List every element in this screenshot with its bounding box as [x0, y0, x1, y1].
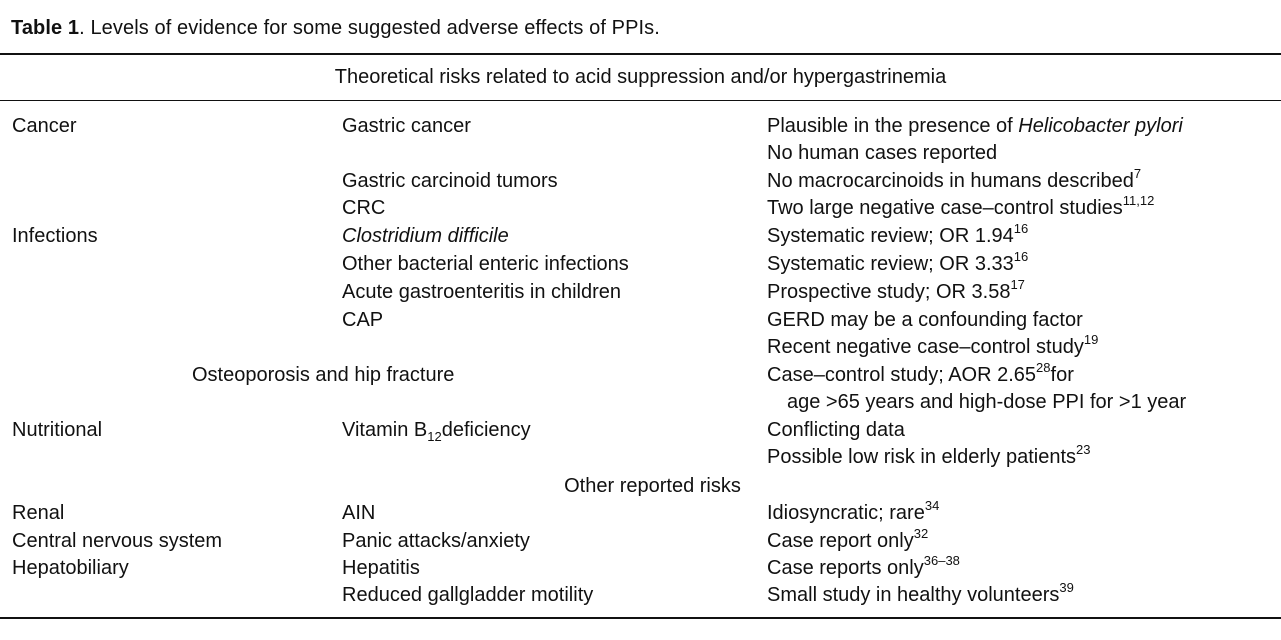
- effect-b12-deficiency: [342, 419, 531, 442]
- effect-subscript: 12: [427, 429, 442, 444]
- effect-gastroenteritis: Acute gastroenteritis in children: [342, 281, 622, 303]
- evidence-cap-negative-study: [767, 332, 1099, 359]
- evidence-ref: 7: [1133, 166, 1142, 182]
- evidence-ref: 19: [1083, 332, 1099, 348]
- category-infections: Infections: [12, 225, 98, 247]
- evidence-b12: Conflicting data: [767, 419, 905, 441]
- evidence-text: No macrocarcinoids in humans described: [767, 170, 1134, 192]
- effect-hepatitis: Hepatitis: [342, 557, 420, 579]
- effect-text-suffix: deficiency: [441, 419, 531, 441]
- effect-gastric-cancer: Gastric cancer: [342, 115, 471, 137]
- evidence-cap: GERD may be a confounding factor: [767, 309, 1083, 331]
- evidence-text: Case report only: [767, 530, 914, 552]
- evidence-gallbladder: [767, 580, 1074, 607]
- evidence-ref: 34: [924, 498, 940, 514]
- evidence-ref: 39: [1059, 580, 1074, 596]
- effect-gastric-carcinoid: Gastric carcinoid tumors: [342, 170, 558, 192]
- evidence-gastric-cancer: [767, 115, 1183, 138]
- evidence-hepatitis: [767, 553, 960, 580]
- effect-bacterial-enteric: Other bacterial enteric infections: [342, 253, 629, 275]
- evidence-ref: 17: [1010, 277, 1025, 293]
- evidence-text: Two large negative case–control studies: [767, 197, 1123, 219]
- effect-c-difficile: Clostridium difficile: [342, 225, 509, 247]
- effect-panic: Panic attacks/anxiety: [342, 530, 530, 552]
- evidence-text: Recent negative case–control study: [767, 336, 1084, 358]
- evidence-osteoporosis: [767, 360, 1074, 387]
- evidence-bacterial-enteric: [767, 249, 1029, 276]
- effect-cap: CAP: [342, 309, 384, 331]
- evidence-text: Possible low risk in elderly patients: [767, 446, 1077, 468]
- section-heading-theoretical: Theoretical risks related to acid suppression and/or hypergastrinemia: [334, 66, 947, 88]
- evidence-b12-elderly: [767, 442, 1091, 469]
- evidence-no-human-cases: No human cases reported: [767, 142, 998, 164]
- caption-text: . Levels of evidence for some suggested adverse effects of PPIs.: [79, 17, 660, 39]
- evidence-organism: Helicobacter pylori: [1018, 115, 1183, 137]
- effect-text: Vitamin B: [342, 419, 428, 441]
- effect-gallbladder: Reduced gallgladder motility: [342, 584, 594, 606]
- evidence-carcinoid: [767, 166, 1142, 193]
- evidence-text: Prospective study; OR 3.58: [767, 281, 1011, 303]
- bottom-rule: [0, 617, 1281, 619]
- top-rule: [0, 53, 1281, 55]
- evidence-text: Plausible in the presence of: [767, 115, 1019, 137]
- evidence-osteoporosis-cont: age >65 years and high-dose PPI for >1 year: [787, 391, 1187, 413]
- effect-crc: CRC: [342, 197, 386, 219]
- category-renal: Renal: [12, 502, 65, 524]
- evidence-text: Case reports only: [767, 557, 924, 579]
- category-hepatobiliary: Hepatobiliary: [12, 557, 129, 579]
- header-rule: [0, 100, 1281, 101]
- category-nutritional: Nutritional: [12, 419, 103, 441]
- evidence-gastroenteritis: [767, 277, 1025, 304]
- evidence-text: Small study in healthy volunteers: [767, 584, 1060, 606]
- evidence-ref: 16: [1013, 221, 1029, 237]
- section-heading-other: Other reported risks: [564, 475, 741, 497]
- effect-osteoporosis: Osteoporosis and hip fracture: [192, 364, 455, 386]
- evidence-text: Systematic review; OR 1.94: [767, 225, 1014, 247]
- evidence-panic: [767, 526, 929, 553]
- evidence-ref: 28: [1036, 360, 1051, 376]
- evidence-text-suffix: for: [1050, 364, 1074, 386]
- evidence-ref: 23: [1076, 442, 1091, 458]
- evidence-ref: 11,12: [1122, 193, 1155, 209]
- evidence-c-difficile: [767, 221, 1029, 248]
- table-caption: [11, 17, 660, 40]
- evidence-text: Idiosyncratic; rare: [767, 502, 925, 524]
- category-cns: Central nervous system: [12, 530, 223, 552]
- evidence-crc: [767, 193, 1155, 220]
- evidence-ref: 32: [913, 526, 929, 542]
- evidence-text: Case–control study; AOR 2.65: [767, 364, 1037, 386]
- effect-ain: AIN: [342, 502, 376, 524]
- caption-label: Table 1: [11, 17, 80, 39]
- evidence-ref: 36–38: [923, 553, 960, 569]
- evidence-ref: 16: [1013, 249, 1029, 265]
- evidence-text: Systematic review; OR 3.33: [767, 253, 1014, 275]
- evidence-ain: [767, 498, 940, 525]
- category-cancer: Cancer: [12, 115, 77, 137]
